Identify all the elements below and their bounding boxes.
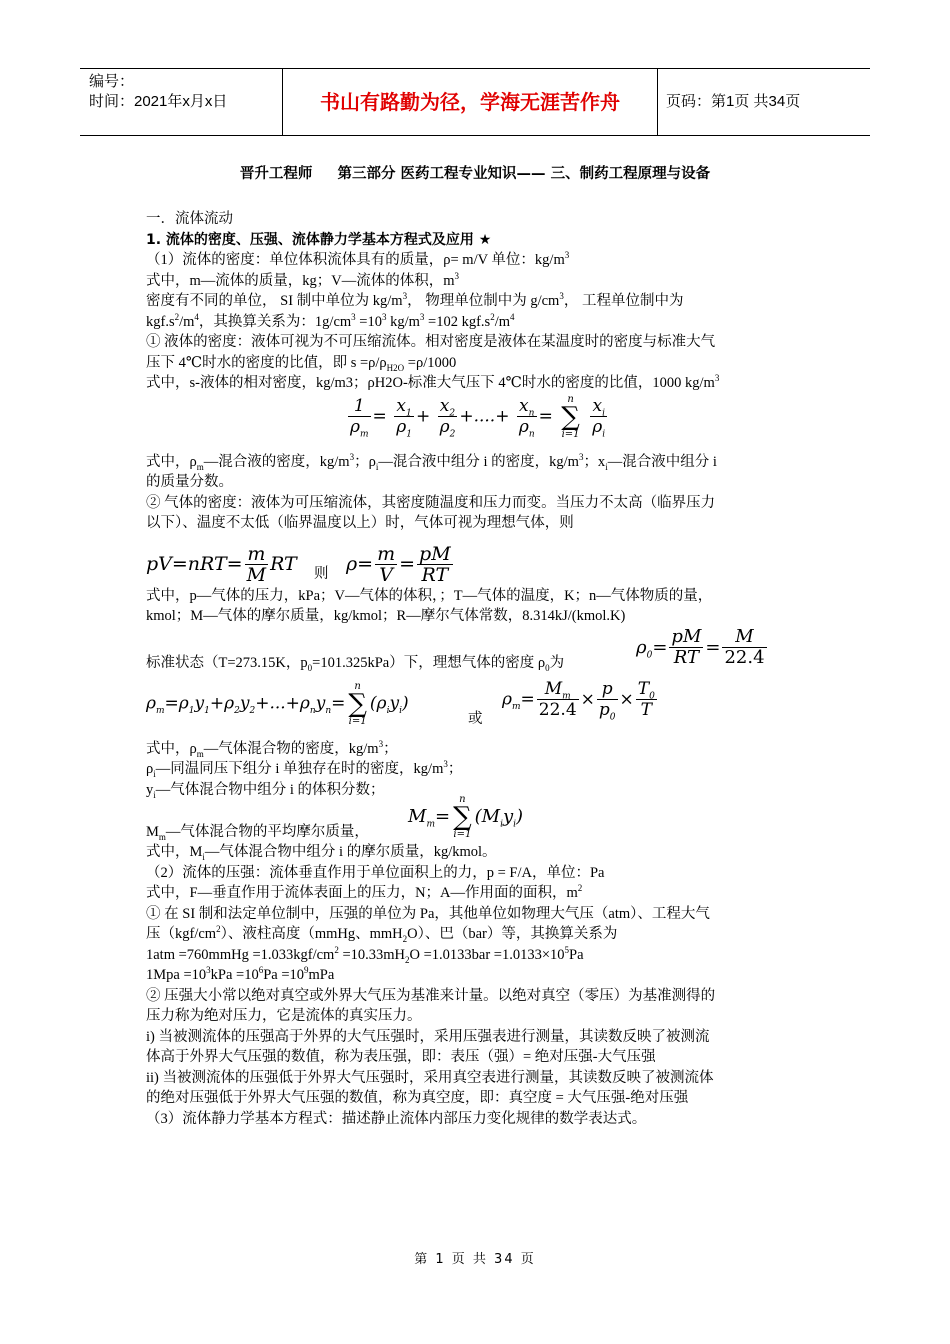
title-part1: 晋升工程师 [239, 166, 313, 182]
equation-gas-mixture-density: $\rho_m=\rho_1y_1+\rho_2y_2+...+\rho_ny_n=$ n ∑ i=1 $(\rho_iy_i)$ 或 $\rho_m=$ $\frac{M_m}{22.4}$ × $\frac{p}{p_0}$ × $\frac{T_0}{T}$ [146, 678, 655, 727]
paragraph: 式中，s-液体的相对密度，kg/m3；ρH2O-标准大气压下 4℃时水的密度的比值，1000 $kg/m^3$ [146, 373, 720, 391]
header-slogan: 书山有路勤为径，学海无涯苦作舟 [283, 69, 658, 135]
paragraph: 体高于外界大气压强的数值，称为表压强，即：表压（强）= 绝对压强-大气压强 [146, 1049, 656, 1065]
paragraph: ii) 当被测流体的压强低于外界大气压强时，采用真空表进行测量，其读数反映了被测流体 [146, 1069, 714, 1086]
paragraph: 压$(kgf/cm^2)$、液柱高度（mmHg、mmH$_2$O）、巴（bar）等，其换算关系为 [146, 924, 618, 944]
header-meta [80, 69, 283, 135]
paragraph: $\rho_i—$同温同压下组分 i 单独存在时的密度，$kg/m^3$； [146, 759, 463, 779]
title-part2: 第三部分 医药工程专业知识—— 三、制药工程原理与设备 [337, 166, 711, 182]
equation-liquid-mixture-density: $\frac{1}{\rho_m}$ = $\frac{x_1}{\rho_1}$ + $\frac{x_2}{\rho_2}$ +....+ $\frac{x_n}{\rho_n}$ = n ∑ i=1 $\frac{x_i}{\rho_i}$ [350, 393, 606, 440]
date-label: 时间：2021年x月x日 [89, 93, 228, 110]
paragraph: 式中，m—流体的质量，kg；V—流体的体积，$m^3$ [146, 270, 460, 289]
page-footer: 第 1 页 共 34 页 [414, 1252, 536, 1267]
paragraph: 的质量分数。 [146, 474, 233, 490]
paragraph: ① 在 SI 制和法定单位制中，压强的单位为 Pa，其他单位如物理大气压（atm）、工程大气 [146, 905, 710, 922]
paragraph: 1atm =760mmHg $=1.033kgf/cm^2 =10.33mH_2O =1.0133bar =1.0133\times 10^5Pa$ [146, 944, 584, 965]
paragraph: （1）流体的密度：单位体积流体具有的质量，ρ= m/V 单位：$kg/m^3$ [146, 250, 570, 268]
paragraph: 式中，$M_i—$气体混合物中组分 i 的摩尔质量，kg/kmol。 [146, 844, 497, 862]
equation-ideal-gas: pV=nRT= $\frac{m}{M}$ RT 则 ρ= $\frac{m}{V}$ = $\frac{pM}{RT}$ [146, 542, 451, 586]
paragraph: $1Mpa =10^3kPa =10^6Pa =10^9mPa$ [146, 965, 335, 983]
paragraph: $M_m—$气体混合物的平均摩尔质量， [146, 824, 369, 842]
subsection-heading: 1. 流体的密度、压强、流体静力学基本方程式及应用 ★ [146, 231, 492, 248]
paragraph: 式中，$\rho_m—$混合液的密度，$kg/m^3$；$\rho_i—$混合液中组分 i 的密度，$kg/m^3$；$x_i—$混合液中组分 i [146, 451, 717, 472]
paragraph: 以下）、温度不太低（临界温度以上）时，气体可视为理想气体，则 [146, 515, 574, 531]
molar-mass-line [146, 794, 816, 842]
standard-state-line [146, 627, 816, 677]
paragraph: （2）流体的压强：流体垂直作用于单位面积上的力，p = F/A，单位：Pa [146, 864, 605, 881]
paragraph: $y_i—$气体混合物中组分 i 的体积分数； [146, 781, 385, 800]
paragraph: 式中，p—气体的压力，kPa；V—气体的体积，；T—气体的温度，K；n—气体物质的量， [146, 587, 713, 604]
paragraph: ② 压强大小常以绝对真空或外界大气压为基准来计量。以绝对真空（零压）为基准测得的 [146, 987, 716, 1004]
paragraph: kmol；M—气体的摩尔质量，kg/kmol；R—摩尔气体常数，8.314kJ/(kmol.K) [146, 608, 626, 624]
equation-standard-density: $\rho_0=$ $\frac{pM}{RT}$ = $\frac{M}{22.4}$ [636, 625, 765, 668]
paragraph: ① 液体的密度：液体可视为不可压缩流体。相对密度是液体在某温度时的密度与标准大气 [146, 334, 716, 350]
paragraph: i) 当被测流体的压强高于外界的大气压强时，采用压强表进行测量，其读数反映了被测流 [146, 1028, 710, 1045]
equation-mean-molar-mass: $M_m=$ n ∑ i=1 $(M_iy_i)$ [408, 794, 524, 840]
paragraph: 压力称为绝对压力，它是流体的真实压力。 [146, 1008, 422, 1024]
document-title [0, 162, 950, 183]
paragraph: 式中，F—垂直作用于流体表面上的压力，N；A—作用面的面积，$m^2$ [146, 883, 583, 901]
paragraph: 的绝对压强低于外界大气压强的数值，称为真空度，即：真空度 = 大气压强-绝对压强 [146, 1090, 689, 1106]
paragraph: 式中，$\rho_m—$气体混合物的密度，$kg/m^3$； [146, 738, 398, 759]
document-body [146, 209, 816, 1129]
paragraph: $kgf.s^2/m^4$，其换算关系为：$1g/cm^3 =10^3$ $kg/m^3 =102$ $kgf.s^2/m^4$ [146, 311, 515, 330]
page-header [80, 68, 870, 136]
header-page-info: 页码：第1页 共34页 [666, 93, 801, 110]
paragraph: 标准状态（T=273.15K，$p_0=101.325kPa$）下，理想气体的密度 $\rho_0$为 [146, 654, 565, 673]
paragraph: （3）流体静力学基本方程式：描述静止流体内部压力变化规律的数学表达式。 [146, 1110, 647, 1127]
number-label: 编号： [89, 73, 135, 90]
paragraph: 密度有不同的单位， SI 制中单位为 $kg/m^3$， 物理单位制中为 $g/cm^3$， 工程单位制中为 [146, 291, 684, 309]
section-heading: 一．流体流动 [146, 211, 233, 227]
paragraph: ② 气体的密度：液体为可压缩流体，其密度随温度和压力而变。当压力不太高（临界压力 [146, 494, 716, 511]
paragraph: 压下 4℃时水的密度的比值，即 $s =\rho/\rho_{H2O} =\rho/1000$ [146, 354, 457, 373]
